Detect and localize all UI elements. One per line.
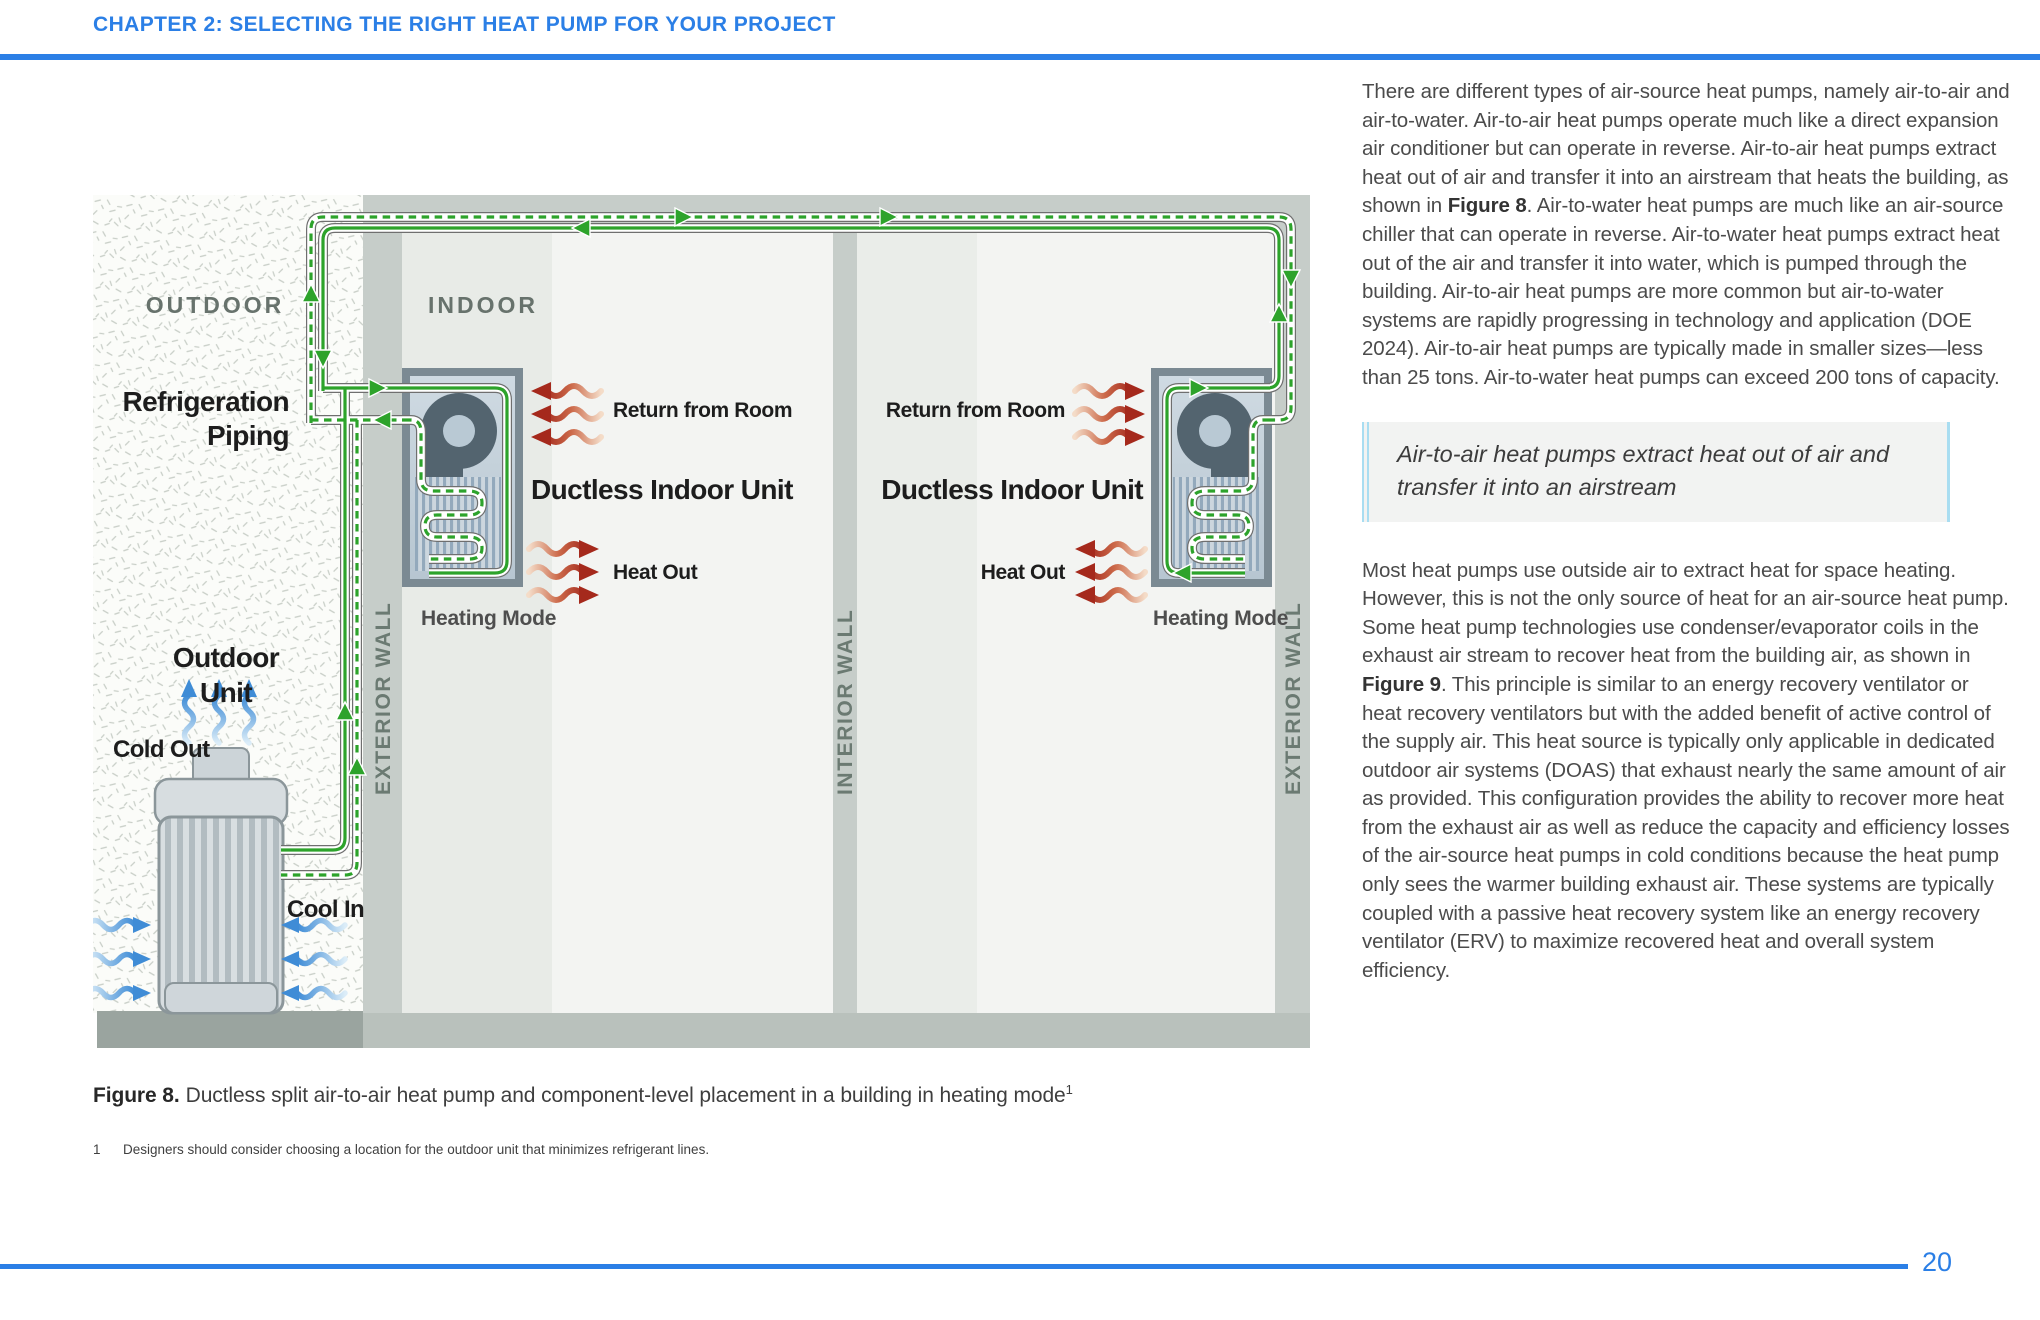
label-indoor: INDOOR (428, 292, 538, 318)
label-cold-out: Cold Out (113, 736, 210, 763)
label-ductless-indoor-unit-right: Ductless Indoor Unit (881, 474, 1143, 505)
outdoor-unit (155, 748, 287, 1013)
pull-quote: Air-to-air heat pumps extract heat out of air and transfer it into an airstream (1362, 422, 1950, 522)
outdoor-pad (97, 1011, 363, 1048)
floor (363, 1013, 1310, 1048)
footnote-text: Designers should consider choosing a location for the outdoor unit that minimizes refrigerant lines. (123, 1142, 710, 1157)
page-number: 20 (1922, 1247, 1953, 1277)
paragraph-2-text-cont: . This principle is similar to an energy recovery ventilator or heat recovery ventilators but with the added benefit of active control of the supply air. This heat source is typically only applicable in dedicated outdoor air systems (DOAS) that exhaust nearly the same amount of air as provided. This configuration provides the ability to recover more heat from the exhaust air as well as reduce the capacity and efficiency losses of the air-source heat pumps in cold conditions because the heat pump only sees the warmer building exhaust air. These systems are typically coupled with a passive heat recovery system like an energy recovery ventilator (ERV) to maximize recovered heat and overall system efficiency. (1362, 672, 2010, 982)
figure-caption-footnote-ref: 1 (1065, 1082, 1073, 1097)
label-exterior-wall-left: EXTERIOR WALL (372, 601, 395, 795)
label-refrigeration-piping-line2: Piping (207, 420, 289, 451)
label-heating-mode-right: Heating Mode (1153, 607, 1289, 630)
paragraph-1 (1362, 78, 2010, 393)
paragraph-1-text: There are different types of air-source heat pumps, namely air-to-air and air-to-water. Air-to-air heat pumps operate much like a direct expansion air conditioner but can operate in reverse. Air-to-air heat pumps extract heat out of air and transfer it into an airstream that heats the building, as shown in (1362, 80, 2010, 218)
label-ductless-indoor-unit-left: Ductless Indoor Unit (531, 474, 793, 505)
footnote (93, 1142, 1193, 1157)
label-interior-wall: INTERIOR WALL (834, 608, 857, 795)
label-refrigeration-piping-line1: Refrigeration (122, 386, 289, 417)
label-outdoor-unit-line1: Outdoor (172, 642, 280, 673)
figure-caption-label: Figure 8. (93, 1084, 180, 1107)
label-exterior-wall-right: EXTERIOR WALL (1282, 601, 1305, 795)
figure-caption (93, 1082, 1363, 1108)
paragraph-2-text: Most heat pumps use outside air to extract heat for space heating. However, this is not the only source of heat for an air-source heat pump. Some heat pump technologies use condenser/evaporator coils in the exhaust air stream to recover heat from the building air, as shown in (1362, 558, 2009, 668)
paragraph-2-figure-ref: Figure 9 (1362, 672, 1441, 696)
label-return-from-room-left: Return from Room (613, 399, 793, 422)
figure-caption-text: Ductless split air-to-air heat pump and component-level placement in a building in heating mode (185, 1084, 1066, 1107)
figure-8 (93, 195, 1310, 1048)
paragraph-2 (1362, 557, 2010, 986)
body-text-column (1362, 78, 2010, 985)
room-right-shading (857, 232, 977, 1013)
chapter-title: CHAPTER 2: SELECTING THE RIGHT HEAT PUMP FOR YOUR PROJECT (93, 13, 836, 36)
label-heat-out-left: Heat Out (613, 561, 698, 584)
label-outdoor: OUTDOOR (145, 292, 285, 318)
footer-rule (0, 1264, 1908, 1269)
label-cool-in: Cool In (287, 896, 365, 923)
footnote-number: 1 (93, 1142, 101, 1157)
header-rule (0, 54, 2040, 60)
label-outdoor-unit-line2: Unit (199, 677, 253, 708)
figure-8-diagram (93, 195, 1310, 1048)
label-heat-out-right: Heat Out (980, 561, 1065, 584)
label-heating-mode-left: Heating Mode (421, 607, 557, 630)
paragraph-1-figure-ref: Figure 8 (1447, 194, 1527, 218)
paragraph-1-text-cont: . Air-to-water heat pumps are much like an air-source chiller that can operate in reverse. Air-to-water heat pumps extract heat out of the air and transfer it into water, which is pumped through the building. Air-to-air heat pumps are more common but air-to-water systems are rapidly progressing in technology and application (DOE 2024). Air-to-air heat pumps are typically made in smaller sizes—less than 25 tons. Air-to-water heat pumps can exceed 200 tons of capacity. (1362, 194, 2004, 389)
label-return-from-room-right: Return from Room (885, 399, 1065, 422)
